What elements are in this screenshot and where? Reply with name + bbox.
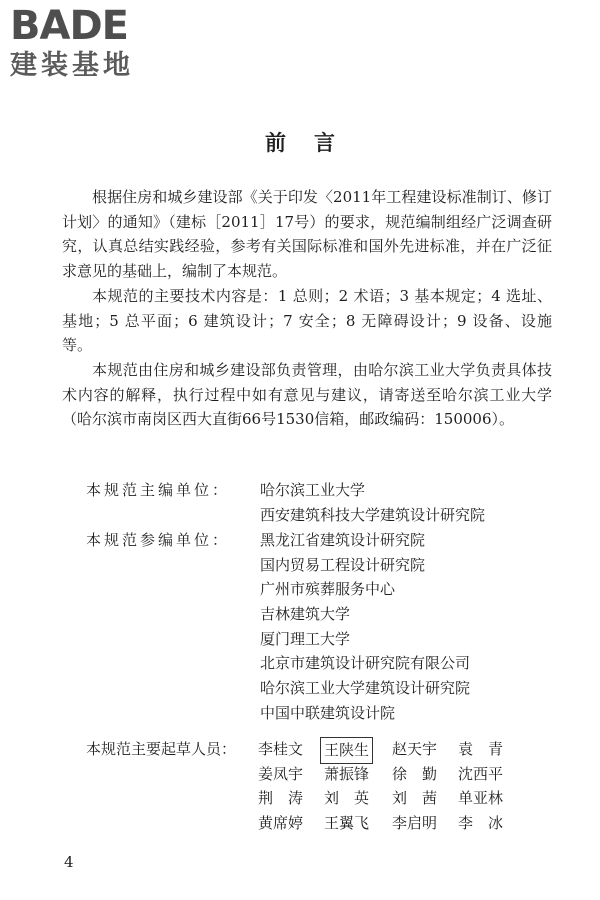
drafter-name-boxed: 王陕生 xyxy=(320,737,373,764)
participating-unit: 北京市建筑设计研究院有限公司 xyxy=(260,654,471,673)
participating-unit: 中国中联建筑设计院 xyxy=(260,703,396,722)
drafters-grid xyxy=(258,737,538,836)
participating-unit: 国内贸易工程设计研究院 xyxy=(260,555,426,574)
drafters-row xyxy=(258,762,538,787)
participating-unit: 广州市殡葬服务中心 xyxy=(260,580,396,599)
participating-units-label: 本规范参编单位： xyxy=(86,531,231,549)
drafter-name: 李启明 xyxy=(392,814,438,833)
drafter-name: 赵天宇 xyxy=(392,740,438,758)
drafter-name: 刘 英 xyxy=(324,789,370,808)
drafters-row xyxy=(258,786,538,811)
page-title: 前言 xyxy=(265,131,363,155)
logo-subtitle: 建装基地 xyxy=(10,50,134,81)
drafter-name: 萧振锋 xyxy=(324,764,370,783)
chief-unit: 哈尔滨工业大学 xyxy=(260,481,366,499)
bade-logo xyxy=(10,4,180,82)
drafter-name: 徐 勤 xyxy=(392,764,438,783)
chief-units-section xyxy=(62,478,562,527)
paragraph-2: 本规范的主要技术内容是：1 总则；2 术语；3 基本规定；4 选址、基地；5 总平面；6 建筑设计；7 安全；8 无障碍设计；9 设备、设施等。 xyxy=(62,286,552,355)
drafter-name: 沈西平 xyxy=(458,764,504,783)
drafters-row xyxy=(258,737,538,762)
preface-body xyxy=(62,185,552,432)
chief-units-label: 本规范主编单位： xyxy=(86,481,231,499)
page-number: 4 xyxy=(64,853,74,871)
participating-unit: 吉林建筑大学 xyxy=(260,605,351,624)
drafter-name: 单亚林 xyxy=(458,789,504,808)
drafter-name: 荆 涛 xyxy=(258,789,304,808)
drafters-label: 本规范主要起草人员： xyxy=(86,740,237,758)
logo-brand: BADE xyxy=(10,3,128,49)
drafter-name: 姜凤宇 xyxy=(258,764,304,783)
paragraph-1: 根据住房和城乡建设部《关于印发〈2011年工程建设标准制订、修订计划〉的通知》（建标［2011］17号）的要求，规范编制组经广泛调查研究，认真总结实践经验，参考有关国际标准和国外先进标准，并在广泛征求意见的基础上，编制了本规范。 xyxy=(62,188,552,281)
drafter-name: 黄席婷 xyxy=(258,814,304,833)
drafter-name: 李桂文 xyxy=(258,740,304,758)
drafter-name: 李 冰 xyxy=(458,814,504,833)
chief-unit: 西安建筑科技大学建筑设计研究院 xyxy=(260,505,486,524)
participating-unit: 哈尔滨工业大学建筑设计研究院 xyxy=(260,679,471,698)
drafter-name: 刘 茜 xyxy=(392,789,438,808)
drafter-name: 袁 青 xyxy=(458,740,504,758)
drafters-row xyxy=(258,811,538,836)
participating-unit: 黑龙江省建筑设计研究院 xyxy=(260,531,426,549)
drafter-name: 王翼飞 xyxy=(324,814,370,833)
paragraph-3: 本规范由住房和城乡建设部负责管理，由哈尔滨工业大学负责具体技术内容的解释，执行过程中如有意见与建议，请寄送至哈尔滨工业大学（哈尔滨市南岗区西大直街66号1530信箱，邮政编码：150006）。 xyxy=(62,360,552,429)
participating-unit: 厦门理工大学 xyxy=(260,629,351,648)
participating-units-section xyxy=(62,528,562,726)
